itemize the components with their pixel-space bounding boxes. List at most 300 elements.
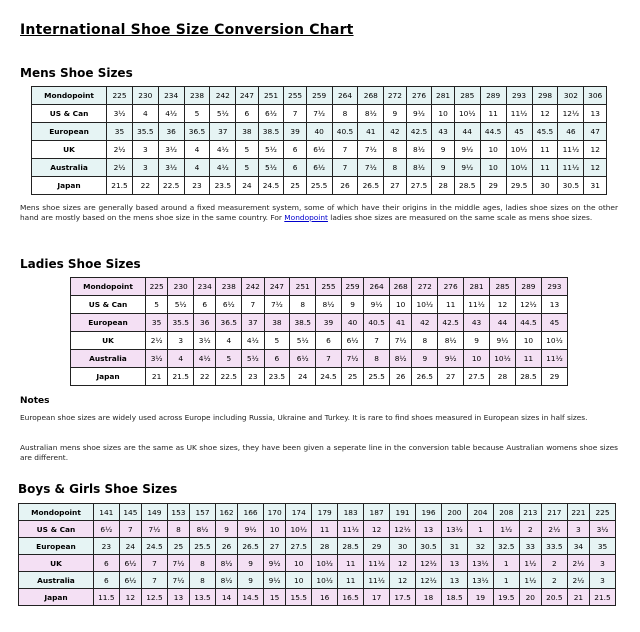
table-cell: 44.5	[480, 123, 506, 141]
ladies-heading: Ladies Shoe Sizes	[20, 257, 141, 271]
table-cell: 8½	[390, 350, 412, 368]
table-cell: 12	[490, 296, 516, 314]
table-cell: 7	[316, 350, 342, 368]
table-cell: 2½	[107, 159, 133, 177]
row-label: UK	[71, 332, 146, 350]
row-label: Japan	[19, 589, 94, 606]
table-cell: 11	[532, 159, 558, 177]
table-cell: 38.5	[258, 123, 284, 141]
table-cell: 18.5	[441, 589, 467, 606]
row-label: US & Can	[71, 296, 146, 314]
table-cell: 281	[432, 87, 454, 105]
table-cell: 255	[284, 87, 306, 105]
table-cell: 10½	[412, 296, 438, 314]
table-cell: 9½	[364, 296, 390, 314]
table-cell: 3½	[194, 332, 216, 350]
table-cell: 149	[142, 504, 168, 521]
table-cell: 191	[390, 504, 416, 521]
table-cell: 8	[384, 141, 406, 159]
table-cell: 13	[441, 555, 467, 572]
table-cell: 24	[290, 368, 316, 386]
table-cell: 21.5	[107, 177, 133, 195]
table-cell: 28	[312, 538, 338, 555]
table-cell: 13	[416, 521, 442, 538]
table-cell: 7½	[341, 350, 363, 368]
table-cell: 28	[490, 368, 516, 386]
table-cell: 6	[316, 332, 342, 350]
table-cell: 3	[132, 141, 158, 159]
table-cell: 11	[480, 105, 506, 123]
table-cell: 30.5	[558, 177, 584, 195]
table-row	[32, 177, 607, 195]
table-row	[19, 572, 616, 589]
table-cell: 285	[490, 278, 516, 296]
table-cell: 12.5	[142, 589, 168, 606]
table-cell: 6	[264, 350, 290, 368]
table-cell: 25	[284, 177, 306, 195]
table-cell: 9	[384, 105, 406, 123]
table-cell: 293	[506, 87, 532, 105]
mens-heading: Mens Shoe Sizes	[20, 66, 133, 80]
table-cell: 8½	[215, 572, 237, 589]
table-cell: 17	[364, 589, 390, 606]
table-cell: 10½	[454, 105, 480, 123]
table-cell: 11½	[506, 105, 532, 123]
table-cell: 7½	[167, 555, 189, 572]
table-cell: 43	[464, 314, 490, 332]
table-cell: 9½	[263, 555, 285, 572]
table-cell: 5	[236, 141, 258, 159]
table-cell: 251	[290, 278, 316, 296]
table-cell: 37	[210, 123, 236, 141]
table-cell: 242	[242, 278, 264, 296]
table-cell: 5	[145, 296, 167, 314]
table-row	[19, 538, 616, 555]
table-cell: 255	[316, 278, 342, 296]
table-cell: 289	[480, 87, 506, 105]
table-cell: 247	[236, 87, 258, 105]
table-row	[71, 278, 568, 296]
table-cell: 9½	[406, 105, 432, 123]
table-cell: 11½	[364, 572, 390, 589]
table-cell: 22	[132, 177, 158, 195]
table-cell: 24	[236, 177, 258, 195]
table-cell: 15	[263, 589, 285, 606]
table-cell: 5½	[258, 159, 284, 177]
table-row	[71, 296, 568, 314]
table-cell: 3½	[158, 159, 184, 177]
table-cell: 230	[132, 87, 158, 105]
table-cell: 293	[541, 278, 567, 296]
table-cell: 8½	[406, 159, 432, 177]
row-label: Australia	[19, 572, 94, 589]
table-cell: 12½	[390, 521, 416, 538]
row-label: Australia	[71, 350, 146, 368]
table-cell: 8	[167, 521, 189, 538]
table-cell: 24.5	[142, 538, 168, 555]
table-cell: 8½	[190, 521, 216, 538]
table-cell: 247	[264, 278, 290, 296]
table-cell: 20.5	[541, 589, 567, 606]
table-cell: 259	[341, 278, 363, 296]
table-cell: 26	[390, 368, 412, 386]
table-cell: 9	[432, 141, 454, 159]
table-cell: 21	[145, 368, 167, 386]
table-cell: 47	[584, 123, 607, 141]
table-cell: 145	[119, 504, 141, 521]
row-label: US & Can	[32, 105, 107, 123]
table-cell: 1	[467, 521, 493, 538]
table-cell: 17.5	[390, 589, 416, 606]
row-label: Mondopoint	[32, 87, 107, 105]
table-cell: 217	[541, 504, 567, 521]
table-cell: 7½	[390, 332, 412, 350]
row-label: UK	[32, 141, 107, 159]
table-cell: 10	[515, 332, 541, 350]
table-cell: 10	[432, 105, 454, 123]
table-cell: 183	[338, 504, 364, 521]
table-cell: 12	[390, 555, 416, 572]
table-cell: 11½	[464, 296, 490, 314]
page-title: International Shoe Size Conversion Chart	[20, 22, 354, 38]
table-cell: 6½	[258, 105, 284, 123]
table-cell: 2	[541, 572, 567, 589]
table-cell: 6½	[119, 555, 141, 572]
table-cell: 7½	[142, 521, 168, 538]
table-cell: 7	[284, 105, 306, 123]
table-cell: 42.5	[438, 314, 464, 332]
table-cell: 34	[567, 538, 589, 555]
table-cell: 238	[216, 278, 242, 296]
notes-paragraph-australian: Australian mens shoe sizes are the same as UK shoe sizes, they have been given a seperate line in the conversion table because Australian womens shoe sizes are different.	[20, 443, 618, 462]
table-cell: 13½	[441, 521, 467, 538]
table-row	[32, 123, 607, 141]
table-cell: 9½	[263, 572, 285, 589]
table-cell: 19.5	[493, 589, 519, 606]
table-cell: 9	[341, 296, 363, 314]
table-cell: 6½	[341, 332, 363, 350]
table-cell: 10	[390, 296, 412, 314]
table-cell: 10½	[312, 572, 338, 589]
table-cell: 12½	[416, 555, 442, 572]
table-cell: 8	[290, 296, 316, 314]
table-cell: 276	[406, 87, 432, 105]
table-cell: 6½	[119, 572, 141, 589]
table-cell: 7½	[358, 159, 384, 177]
table-cell: 44	[490, 314, 516, 332]
table-cell: 14	[215, 589, 237, 606]
table-cell: 13	[584, 105, 607, 123]
table-cell: 42	[412, 314, 438, 332]
table-cell: 272	[384, 87, 406, 105]
table-cell: 10	[480, 141, 506, 159]
table-cell: 44.5	[515, 314, 541, 332]
table-cell: 11	[338, 572, 364, 589]
table-cell: 40	[306, 123, 332, 141]
table-cell: 33.5	[541, 538, 567, 555]
table-cell: 45	[506, 123, 532, 141]
table-cell: 11	[532, 141, 558, 159]
table-cell: 4½	[210, 141, 236, 159]
table-cell: 9	[464, 332, 490, 350]
table-cell: 1½	[519, 555, 541, 572]
table-cell: 32.5	[493, 538, 519, 555]
table-cell: 27	[438, 368, 464, 386]
table-cell: 32	[467, 538, 493, 555]
table-cell: 7½	[264, 296, 290, 314]
table-cell: 6½	[306, 141, 332, 159]
table-cell: 23	[93, 538, 119, 555]
table-cell: 30	[532, 177, 558, 195]
table-cell: 22	[194, 368, 216, 386]
table-cell: 13	[541, 296, 567, 314]
row-label: Japan	[32, 177, 107, 195]
table-cell: 25	[167, 538, 189, 555]
table-cell: 10½	[541, 332, 567, 350]
table-cell: 36.5	[216, 314, 242, 332]
table-cell: 166	[238, 504, 264, 521]
row-label: Japan	[71, 368, 146, 386]
table-cell: 13½	[467, 555, 493, 572]
table-cell: 225	[590, 504, 616, 521]
table-cell: 13	[441, 572, 467, 589]
table-cell: 12	[584, 141, 607, 159]
table-cell: 4	[168, 350, 194, 368]
table-cell: 5	[236, 159, 258, 177]
table-cell: 4½	[194, 350, 216, 368]
table-cell: 44	[454, 123, 480, 141]
table-cell: 153	[167, 504, 189, 521]
table-cell: 19	[467, 589, 493, 606]
table-cell: 28.5	[515, 368, 541, 386]
table-cell: 174	[286, 504, 312, 521]
table-cell: 10	[286, 572, 312, 589]
table-cell: 281	[464, 278, 490, 296]
table-cell: 45.5	[532, 123, 558, 141]
table-cell: 16.5	[338, 589, 364, 606]
table-cell: 27	[384, 177, 406, 195]
table-cell: 5½	[258, 141, 284, 159]
table-cell: 6	[284, 141, 306, 159]
table-cell: 9	[432, 159, 454, 177]
table-cell: 24	[119, 538, 141, 555]
table-row	[32, 105, 607, 123]
table-cell: 28	[432, 177, 454, 195]
table-cell: 35	[590, 538, 616, 555]
table-cell: 26.5	[412, 368, 438, 386]
row-label: Australia	[32, 159, 107, 177]
table-cell: 238	[184, 87, 210, 105]
table-cell: 25	[341, 368, 363, 386]
table-cell: 7½	[358, 141, 384, 159]
table-cell: 23.5	[210, 177, 236, 195]
table-cell: 39	[316, 314, 342, 332]
table-cell: 3	[590, 572, 616, 589]
table-cell: 12	[390, 572, 416, 589]
table-cell: 40.5	[364, 314, 390, 332]
table-cell: 259	[306, 87, 332, 105]
table-cell: 11	[338, 555, 364, 572]
table-cell: 10	[464, 350, 490, 368]
table-cell: 251	[258, 87, 284, 105]
table-cell: 268	[390, 278, 412, 296]
table-cell: 8	[190, 555, 216, 572]
table-cell: 9½	[454, 159, 480, 177]
table-cell: 9	[215, 521, 237, 538]
table-cell: 8½	[215, 555, 237, 572]
table-cell: 27.5	[406, 177, 432, 195]
table-cell: 302	[558, 87, 584, 105]
table-cell: 6½	[93, 521, 119, 538]
mondopoint-link[interactable]: Mondopoint	[284, 213, 328, 222]
table-cell: 4	[216, 332, 242, 350]
table-cell: 27.5	[464, 368, 490, 386]
table-cell: 11	[312, 521, 338, 538]
table-cell: 9½	[238, 521, 264, 538]
table-cell: 6	[93, 555, 119, 572]
table-cell: 1	[493, 555, 519, 572]
table-cell: 7	[364, 332, 390, 350]
table-cell: 21	[567, 589, 589, 606]
table-cell: 26	[215, 538, 237, 555]
table-cell: 2	[541, 555, 567, 572]
table-cell: 2½	[145, 332, 167, 350]
row-label: European	[32, 123, 107, 141]
table-cell: 8½	[358, 105, 384, 123]
table-cell: 285	[454, 87, 480, 105]
table-cell: 29	[480, 177, 506, 195]
table-cell: 31	[584, 177, 607, 195]
table-cell: 3	[168, 332, 194, 350]
table-row	[19, 589, 616, 606]
table-cell: 5	[216, 350, 242, 368]
table-cell: 7½	[306, 105, 332, 123]
table-cell: 35.5	[168, 314, 194, 332]
table-cell: 6	[194, 296, 216, 314]
table-cell: 196	[416, 504, 442, 521]
table-cell: 29	[364, 538, 390, 555]
table-cell: 2½	[567, 555, 589, 572]
table-cell: 37	[242, 314, 264, 332]
table-cell: 20	[519, 589, 541, 606]
table-cell: 38	[264, 314, 290, 332]
table-cell: 8½	[406, 141, 432, 159]
table-cell: 3½	[145, 350, 167, 368]
table-cell: 7½	[167, 572, 189, 589]
table-cell: 23	[242, 368, 264, 386]
table-cell: 6½	[290, 350, 316, 368]
table-cell: 29	[541, 368, 567, 386]
row-label: US & Can	[19, 521, 94, 538]
table-cell: 6½	[216, 296, 242, 314]
table-cell: 35	[107, 123, 133, 141]
table-cell: 276	[438, 278, 464, 296]
table-cell: 21.5	[590, 589, 616, 606]
table-cell: 4½	[210, 159, 236, 177]
table-cell: 7	[332, 141, 358, 159]
table-row	[32, 87, 607, 105]
table-cell: 8	[384, 159, 406, 177]
table-cell: 21.5	[168, 368, 194, 386]
table-cell: 29.5	[506, 177, 532, 195]
table-cell: 11	[438, 296, 464, 314]
row-label: Mondopoint	[19, 504, 94, 521]
table-cell: 1½	[493, 521, 519, 538]
table-cell: 8	[364, 350, 390, 368]
table-cell: 204	[467, 504, 493, 521]
row-label: Mondopoint	[71, 278, 146, 296]
table-cell: 141	[93, 504, 119, 521]
table-cell: 234	[158, 87, 184, 105]
table-cell: 10½	[506, 159, 532, 177]
table-cell: 8	[412, 332, 438, 350]
notes-paragraph-european: European shoe sizes are widely used across Europe including Russia, Ukraine and Turkey. It is rare to find shoes measured in European sizes in half sizes.	[20, 413, 588, 422]
table-cell: 13½	[467, 572, 493, 589]
table-cell: 11½	[558, 141, 584, 159]
table-cell: 22.5	[158, 177, 184, 195]
table-cell: 11.5	[93, 589, 119, 606]
table-cell: 11½	[338, 521, 364, 538]
table-cell: 5½	[290, 332, 316, 350]
table-cell: 6	[93, 572, 119, 589]
kids-size-table	[18, 503, 616, 606]
table-cell: 14.5	[238, 589, 264, 606]
table-cell: 18	[416, 589, 442, 606]
table-cell: 9½	[454, 141, 480, 159]
table-cell: 208	[493, 504, 519, 521]
table-cell: 9½	[490, 332, 516, 350]
table-cell: 8½	[316, 296, 342, 314]
table-cell: 36	[158, 123, 184, 141]
table-row	[32, 141, 607, 159]
table-cell: 38	[236, 123, 258, 141]
table-cell: 264	[364, 278, 390, 296]
table-row	[19, 504, 616, 521]
table-cell: 3½	[107, 105, 133, 123]
table-cell: 2	[519, 521, 541, 538]
table-row	[71, 350, 568, 368]
table-cell: 15.5	[286, 589, 312, 606]
table-cell: 22.5	[216, 368, 242, 386]
table-cell: 1½	[519, 572, 541, 589]
table-cell: 242	[210, 87, 236, 105]
table-cell: 41	[358, 123, 384, 141]
table-cell: 23	[184, 177, 210, 195]
table-row	[19, 521, 616, 538]
table-cell: 213	[519, 504, 541, 521]
row-label: UK	[19, 555, 94, 572]
table-cell: 38.5	[290, 314, 316, 332]
table-cell: 170	[263, 504, 285, 521]
table-cell: 10½	[506, 141, 532, 159]
table-row	[19, 555, 616, 572]
table-cell: 4½	[242, 332, 264, 350]
table-cell: 8	[190, 572, 216, 589]
table-cell: 12	[364, 521, 390, 538]
table-cell: 3	[590, 555, 616, 572]
table-cell: 28.5	[338, 538, 364, 555]
table-cell: 26	[332, 177, 358, 195]
table-cell: 33	[519, 538, 541, 555]
table-cell: 25.5	[364, 368, 390, 386]
table-cell: 40	[341, 314, 363, 332]
table-cell: 234	[194, 278, 216, 296]
table-cell: 7	[332, 159, 358, 177]
table-cell: 26.5	[358, 177, 384, 195]
table-cell: 5½	[168, 296, 194, 314]
table-cell: 225	[145, 278, 167, 296]
table-cell: 24.5	[316, 368, 342, 386]
